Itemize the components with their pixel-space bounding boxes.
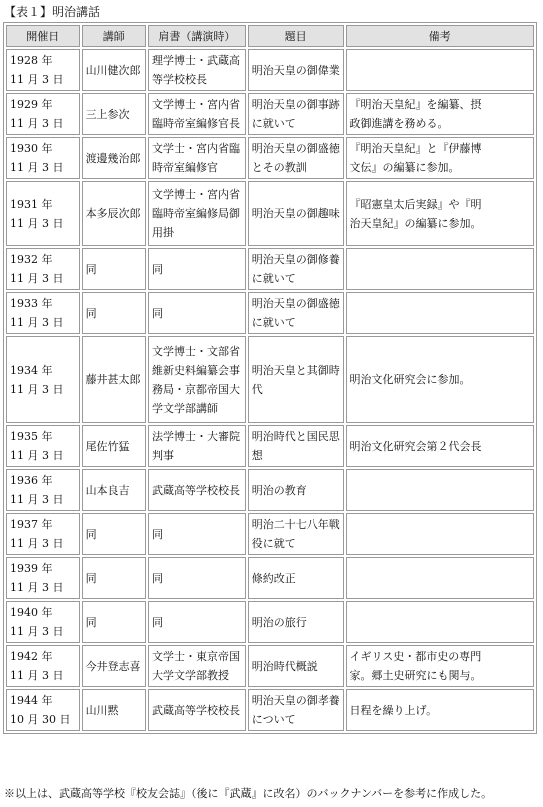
column-header-topic: 題目 — [248, 25, 344, 47]
cell-date — [6, 292, 80, 334]
cell-lecturer — [82, 689, 146, 731]
cell-note — [346, 469, 534, 511]
cell-lecturer-line: 尾佐竹猛 — [85, 439, 130, 453]
cell-title-line: 武蔵高等学校校長 — [152, 483, 241, 497]
cell-title-line: 時帝室編修官 — [152, 161, 219, 174]
cell-date-line: 1944 年 — [10, 694, 53, 707]
cell-note — [346, 513, 534, 555]
cell-topic-line: 明治の教育 — [251, 483, 307, 497]
cell-lecturer-line: 渡邊幾治郎 — [85, 151, 141, 165]
cell-note-line: 『明治天皇紀』と『伊藤博 — [349, 142, 482, 155]
cell-lecturer — [82, 137, 146, 179]
cell-title — [148, 469, 246, 511]
table-row — [6, 49, 534, 91]
cell-lecturer — [82, 49, 146, 91]
cell-note — [346, 601, 534, 643]
cell-topic-line: について — [251, 713, 296, 726]
cell-note — [346, 425, 534, 467]
cell-title — [148, 557, 246, 599]
cell-topic-line: 明治天皇の御趣味 — [251, 207, 340, 220]
cell-topic — [248, 336, 344, 423]
cell-date-line: 1939 年 — [10, 562, 53, 575]
cell-date — [6, 137, 80, 179]
cell-note-line: 明治文化研究会第２代会長 — [349, 439, 482, 453]
cell-date-line: 1931 年 — [10, 197, 53, 211]
cell-lecturer-line: 同 — [85, 306, 97, 320]
cell-topic — [248, 557, 344, 599]
cell-title — [148, 336, 246, 423]
table-row — [6, 292, 534, 334]
cell-topic — [248, 93, 344, 135]
cell-title-line: 同 — [152, 262, 164, 276]
table-row — [6, 137, 534, 179]
cell-note-line: 日程を繰り上げ。 — [349, 703, 438, 717]
column-header-date: 開催日 — [6, 25, 80, 47]
cell-date-line: 1942 年 — [10, 650, 53, 663]
cell-date-line: 1936 年 — [10, 474, 53, 487]
cell-title — [148, 425, 246, 467]
cell-lecturer-line: 山川健次郎 — [85, 63, 141, 77]
table-row — [6, 181, 534, 246]
cell-date — [6, 248, 80, 290]
cell-lecturer — [82, 292, 146, 334]
cell-note-line: 治天皇紀』の編纂に参加。 — [349, 216, 482, 230]
cell-note — [346, 645, 534, 687]
cell-date — [6, 513, 80, 555]
cell-title-line: 務局・京都帝国大 — [152, 382, 241, 396]
cell-topic-line: 明治の旅行 — [251, 615, 307, 629]
table-row — [6, 645, 534, 687]
cell-title-line: 法学博士・大審院 — [152, 430, 241, 443]
cell-topic — [248, 292, 344, 334]
cell-title — [148, 248, 246, 290]
cell-lecturer — [82, 93, 146, 135]
cell-topic — [248, 689, 344, 731]
cell-topic-line: 明治天皇の御偉業 — [251, 63, 340, 77]
cell-topic — [248, 181, 344, 246]
cell-date — [6, 425, 80, 467]
cell-date-line: 1929 年 — [10, 98, 53, 111]
cell-topic-line: に就いて — [251, 272, 296, 285]
cell-lecturer — [82, 248, 146, 290]
cell-note-line: 明治文化研究会に参加。 — [349, 373, 471, 386]
cell-lecturer — [82, 513, 146, 555]
lecture-table — [3, 22, 537, 734]
cell-topic-line: 役に就て — [251, 537, 296, 550]
cell-topic-line: 明治二十七八年戦 — [251, 518, 340, 531]
cell-title-line: 理学博士・武蔵高 — [152, 54, 241, 67]
cell-date — [6, 601, 80, 643]
cell-date-line: 11 月 3 日 — [10, 382, 64, 396]
cell-topic — [248, 425, 344, 467]
cell-note — [346, 689, 534, 731]
cell-topic-line: 明治天皇の御事跡 — [251, 98, 340, 111]
cell-date-line: 11 月 3 日 — [10, 449, 64, 462]
cell-lecturer-line: 今井登志喜 — [85, 659, 141, 673]
cell-date-line: 1932 年 — [10, 253, 53, 266]
column-header-note: 備考 — [346, 25, 534, 47]
cell-date-line: 11 月 3 日 — [10, 316, 64, 329]
cell-title-line: 用掛 — [152, 226, 175, 239]
cell-date-line: 11 月 3 日 — [10, 581, 64, 594]
cell-note — [346, 137, 534, 179]
cell-date-line: 1935 年 — [10, 430, 53, 443]
table-body — [6, 49, 534, 731]
cell-date — [6, 469, 80, 511]
cell-title-line: 同 — [152, 306, 164, 320]
cell-note-line: 政御進講を務める。 — [349, 117, 449, 130]
cell-title-line: 文学博士・宮内省 — [152, 188, 241, 201]
cell-note-line: 文伝』の編纂に参加。 — [349, 161, 460, 174]
cell-date — [6, 93, 80, 135]
cell-date-line: 11 月 3 日 — [10, 272, 64, 285]
cell-date-line: 11 月 3 日 — [10, 669, 64, 682]
cell-topic — [248, 601, 344, 643]
cell-date-line: 11 月 3 日 — [10, 216, 64, 230]
cell-date — [6, 336, 80, 423]
cell-note — [346, 49, 534, 91]
cell-date-line: 1934 年 — [10, 363, 53, 377]
table-caption: 【表１】明治講話 — [4, 5, 101, 19]
cell-lecturer-line: 藤井甚太郎 — [85, 373, 141, 386]
cell-title — [148, 601, 246, 643]
cell-lecturer-line: 三上参次 — [85, 107, 130, 121]
cell-lecturer-line: 本多辰次郎 — [85, 207, 141, 220]
cell-note-line: イギリス史・都市史の専門 — [349, 650, 482, 663]
cell-topic-line: 條約改正 — [251, 571, 296, 585]
cell-topic-line: 明治天皇の御盛徳 — [251, 297, 340, 310]
header-row — [6, 25, 534, 47]
table-row — [6, 425, 534, 467]
table-row — [6, 248, 534, 290]
cell-lecturer-line: 同 — [85, 615, 97, 629]
cell-lecturer — [82, 557, 146, 599]
cell-lecturer-line: 同 — [85, 527, 97, 541]
cell-title — [148, 93, 246, 135]
cell-lecturer — [82, 601, 146, 643]
cell-topic-line: 明治天皇の御孝養 — [251, 694, 340, 707]
cell-lecturer — [82, 645, 146, 687]
cell-title — [148, 181, 246, 246]
table-row — [6, 93, 534, 135]
cell-lecturer-line: 同 — [85, 571, 97, 585]
cell-title-line: 臨時帝室編修局御 — [152, 207, 241, 220]
footnote: ※以上は、武蔵高等学校『校友会誌』（後に『武蔵』に改名）のバックナンバーを参考に作成した。 — [4, 787, 493, 800]
cell-title — [148, 689, 246, 731]
cell-title-line: 文学士・宮内省臨 — [152, 142, 241, 155]
cell-date-line: 11 月 3 日 — [10, 117, 64, 130]
table-row — [6, 601, 534, 643]
cell-title-line: 文学博士・宮内省 — [152, 98, 241, 111]
table-row — [6, 689, 534, 731]
cell-topic-line: に就いて — [251, 117, 296, 130]
cell-date — [6, 689, 80, 731]
cell-title — [148, 137, 246, 179]
cell-note — [346, 292, 534, 334]
cell-date — [6, 645, 80, 687]
cell-title-line: 維新史料編纂会事 — [152, 363, 241, 377]
cell-title-line: 等学校校長 — [152, 73, 208, 86]
cell-topic-line: に就いて — [251, 316, 296, 329]
cell-title-line: 文学博士・文部省 — [152, 344, 241, 358]
cell-note — [346, 93, 534, 135]
cell-topic-line: 想 — [251, 449, 263, 462]
column-header-title: 肩書（講演時） — [148, 25, 246, 47]
cell-lecturer-line: 山川黙 — [85, 703, 119, 717]
cell-date-line: 11 月 3 日 — [10, 625, 64, 638]
cell-topic-line: 代 — [251, 382, 263, 396]
table-row — [6, 557, 534, 599]
cell-title-line: 同 — [152, 527, 164, 541]
cell-title — [148, 292, 246, 334]
table-row — [6, 513, 534, 555]
cell-note-line: 『明治天皇紀』を編纂、摂 — [349, 98, 482, 111]
cell-title-line: 臨時帝室編修官長 — [152, 117, 241, 130]
cell-date-line: 1937 年 — [10, 518, 53, 531]
cell-lecturer — [82, 336, 146, 423]
cell-date — [6, 557, 80, 599]
cell-title-line: 判事 — [152, 449, 175, 462]
cell-topic — [248, 645, 344, 687]
cell-date-line: 10 月 30 日 — [10, 713, 71, 726]
cell-lecturer-line: 山本良吉 — [85, 483, 130, 497]
cell-topic — [248, 513, 344, 555]
cell-title-line: 学文学部講師 — [152, 401, 219, 415]
cell-title-line: 武蔵高等学校校長 — [152, 703, 241, 717]
cell-topic-line: 明治天皇の御修養 — [251, 253, 340, 266]
cell-note — [346, 181, 534, 246]
table-row — [6, 469, 534, 511]
cell-topic-line: 明治天皇の御盛徳 — [251, 142, 340, 155]
cell-date — [6, 49, 80, 91]
cell-date-line: 11 月 3 日 — [10, 161, 64, 174]
cell-title — [148, 49, 246, 91]
cell-date — [6, 181, 80, 246]
cell-lecturer — [82, 425, 146, 467]
cell-date-line: 1928 年 — [10, 54, 53, 67]
cell-date-line: 11 月 3 日 — [10, 493, 64, 506]
cell-date-line: 1930 年 — [10, 142, 53, 155]
cell-note — [346, 557, 534, 599]
cell-date-line: 11 月 3 日 — [10, 73, 64, 86]
cell-title-line: 同 — [152, 615, 164, 629]
cell-title — [148, 645, 246, 687]
cell-title-line: 大学文学部教授 — [152, 669, 230, 682]
cell-date-line: 1940 年 — [10, 606, 53, 619]
cell-topic — [248, 137, 344, 179]
column-header-lecturer: 講師 — [82, 25, 146, 47]
cell-topic-line: とその教訓 — [251, 161, 307, 174]
cell-note — [346, 336, 534, 423]
cell-topic-line: 明治時代と国民思 — [251, 430, 340, 443]
cell-lecturer — [82, 469, 146, 511]
cell-lecturer-line: 同 — [85, 262, 97, 276]
cell-note — [346, 248, 534, 290]
table-row — [6, 336, 534, 423]
cell-lecturer — [82, 181, 146, 246]
cell-topic-line: 明治天皇と其御時 — [251, 363, 340, 377]
cell-topic — [248, 469, 344, 511]
cell-topic — [248, 248, 344, 290]
cell-note-line: 『昭憲皇太后実録』や『明 — [349, 197, 482, 211]
cell-note-line: 家。郷土史研究にも関与。 — [349, 669, 482, 682]
cell-topic-line: 明治時代概説 — [251, 659, 318, 673]
cell-date-line: 1933 年 — [10, 297, 53, 310]
cell-title-line: 同 — [152, 571, 164, 585]
cell-title-line: 文学士・東京帝国 — [152, 650, 241, 663]
cell-date-line: 11 月 3 日 — [10, 537, 64, 550]
cell-title — [148, 513, 246, 555]
cell-topic — [248, 49, 344, 91]
